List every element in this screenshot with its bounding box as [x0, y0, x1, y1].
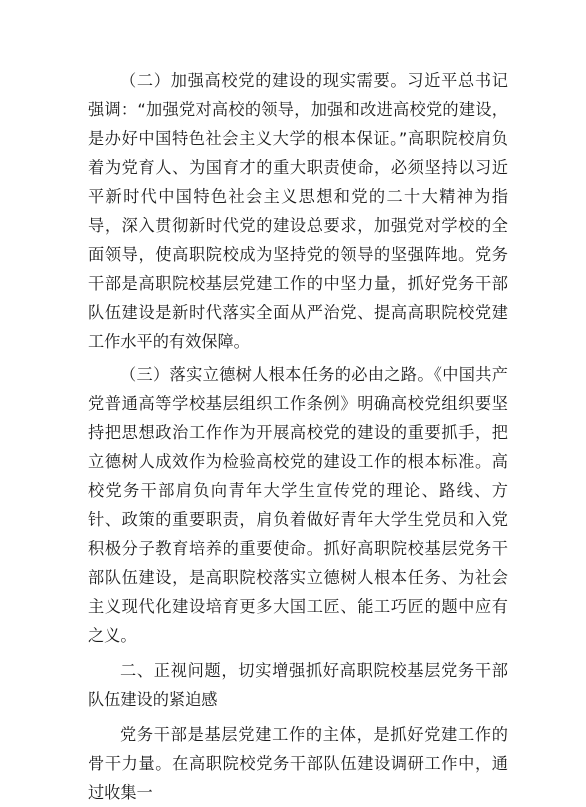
document-body: [88, 66, 508, 807]
paragraph-cadre-intro: 党务干部是基层党建工作的主体，是抓好党建工作的骨干力量。在高职院校党务干部队伍建设调研工作中，通过收集一: [88, 725, 508, 802]
section-heading-two: 二、正视问题，切实增强抓好高职院校基层党务干部队伍建设的紧迫感: [88, 661, 508, 709]
paragraph-reality-need: （二）加强高校党的建设的现实需要。习近平总书记强调：“加强党对高校的领导，加强和改进高校党的建设，是办好中国特色社会主义大学的根本保证。”高职院校肩负着为党育人、为国育才的重大职责使命，必须坚持以习近平新时代中国特色社会主义思想和党的二十大精神为指导，深入贯彻新时代党的建设总要求，加强党对学校的全面领导，使高职院校成为坚持党的领导的坚强阵地。党务干部是高职院校基层党建工作的中坚力量，抓好党务干部队伍建设是新时代落实全面从严治党、提高高职院校党建工作水平的有效保障。: [88, 71, 508, 351]
paragraph-moral-education: （三）落实立德树人根本任务的必由之路。《中国共产党普通高等学校基层组织工作条例》明确高校党组织要坚持把思想政治工作作为开展高校党的建设的重要抓手，把立德树人成效作为检验高校党的建设工作的根本标准。高校党务干部肩负向青年大学生宣传党的理论、路线、方针、政策的重要职责，肩负着做好青年大学生党员和入党积极分子教育培养的重要使命。抓好高职院校基层党务干部队伍建设，是高职院校落实立德树人根本任务、为社会主义现代化建设培育更多大国工匠、能工巧匠的题中应有之义。: [88, 365, 508, 645]
